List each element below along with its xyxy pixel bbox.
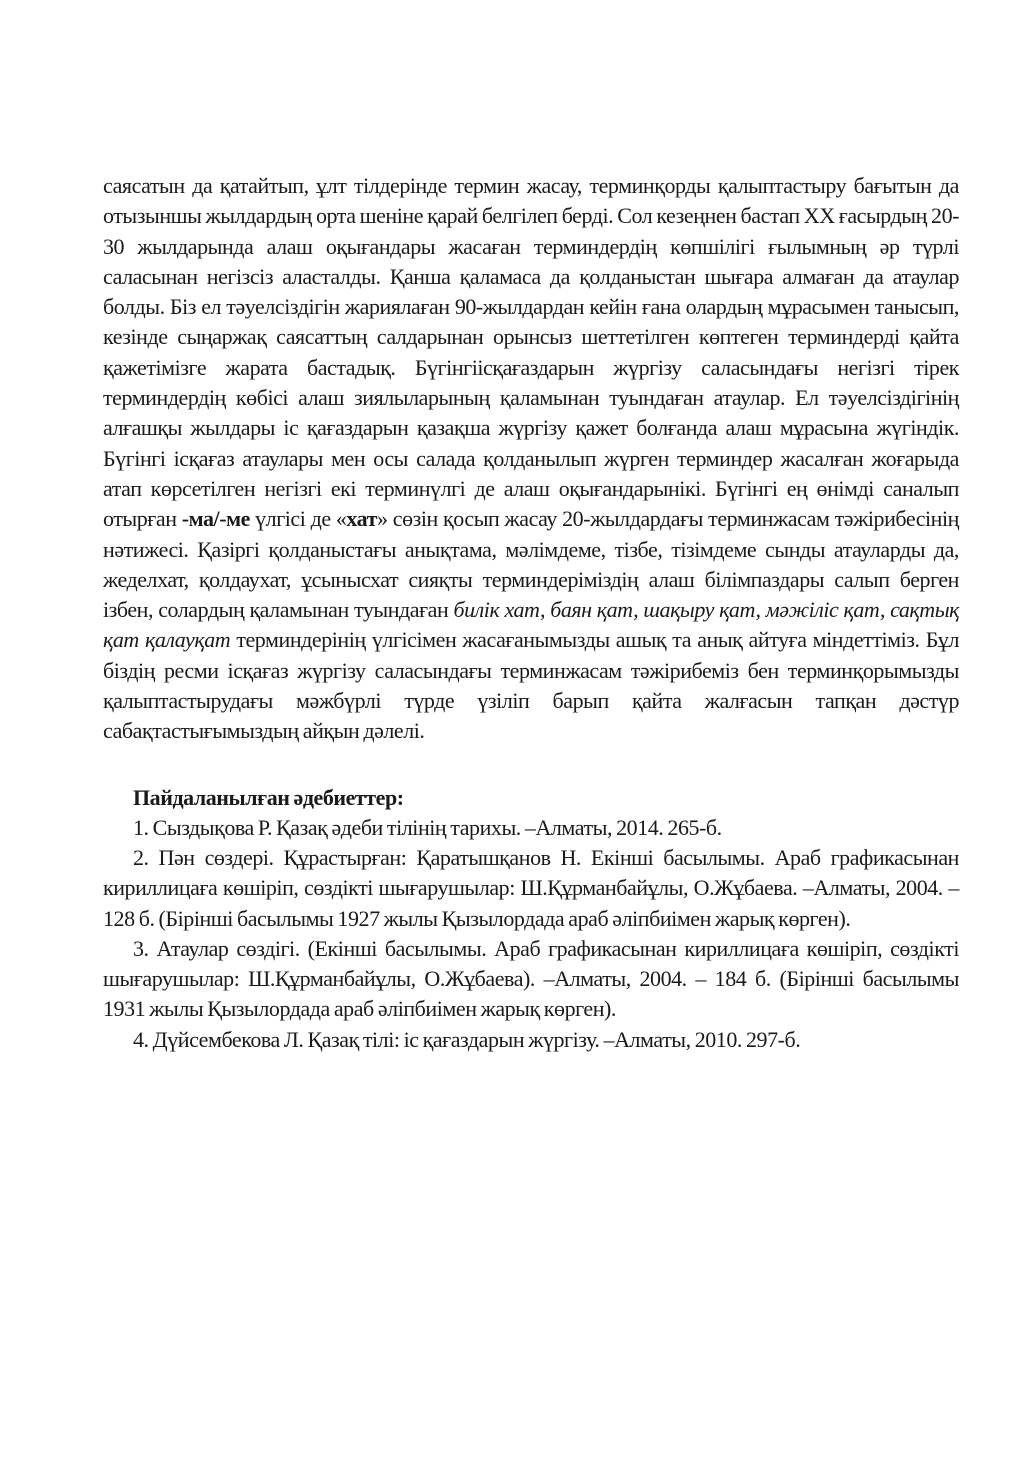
khat-term: хат bbox=[346, 506, 378, 532]
document-page bbox=[103, 171, 959, 1055]
body-text-part-4: терминдерінің үлгісімен жасағанымызды ашық та анық айтуға міндеттіміз. Бұл біздің ресми ісқағаз жүргізу саласындағы терминжасам тәжірибеміз бен терминқорымызды қалыптастырудағы мәжбүрлі түрде үзіліп барып қайта жалғасын тапқан дәстүр сабақтастығымыздың айқын дәлелі. bbox=[103, 627, 959, 744]
references-heading: Пайдаланылған әдебиеттер: bbox=[133, 784, 404, 810]
reference-item: 1. Сыздықова Р. Қазақ әдеби тілінің тарихы. –Алматы, 2014. 265-б. bbox=[133, 814, 722, 840]
suffix-term: -ма/-ме bbox=[181, 506, 250, 532]
references-section bbox=[103, 783, 959, 1055]
reference-item: 2. Пән сөздері. Құрастырған: Қаратышқанов Н. Екінші басылымы. Араб графикасынан кириллицаға көшіріп, сөздікті шығарушылар: Ш.Құрманбайұлы, О.Жұбаева. –Алматы, 2004. – 128 б. (Бірінші басылымы 1927 жылы Қызылордада араб әліпбиімен жарық көрген). bbox=[103, 844, 959, 931]
reference-item: 3. Атаулар сөздігі. (Екінші басылымы. Араб графикасынан кириллицаға көшіріп, сөздікті шығарушылар: Ш.Құрманбайұлы, О.Жұбаева). –Алматы, 2004. – 184 б. (Бірінші басылымы 1931 жылы Қызылордада араб әліпбиімен жарық көрген). bbox=[103, 935, 959, 1022]
italic-terms: билік хат, баян қат, шақыру қат, мәжіліс қат, сақтық қат қалауқат bbox=[103, 597, 959, 653]
references-list bbox=[103, 813, 959, 1055]
reference-item: 4. Дүйсембекова Л. Қазақ тілі: іс қағаздарын жүргізу. –Алматы, 2010. 297-б. bbox=[133, 1026, 801, 1052]
body-paragraph bbox=[103, 171, 959, 747]
body-text bbox=[103, 171, 959, 747]
body-text-part-2: үлгісі де « bbox=[249, 506, 347, 532]
body-text-part-3: » сөзін қосып жасау 20-жылдардағы терминжасам тәжірибесінің нәтижесі. Қазіргі қолданыстағы анықтама, мәлімдеме, тізбе, тізімдеме сынды атауларды да, жеделхат, қолдаухат, ұсынысхат сияқты терминдеріміздің алаш білімпаздары салып берген ізбен, солардың қаламынан туындаған bbox=[103, 506, 959, 623]
body-text-part-1: саясатын да қатайтып, ұлт тілдерінде термин жасау, терминқорды қалыптастыру бағытын да отызыншы жылдардың орта шеніне қарай белгілеп берді. Сол кезеңнен бастап ХХ ғасырдың 20-30 жылдарында алаш оқығандары жасаған терминдердің көпшілігі ғылымның әр түрлі саласынан негізсіз аласталды. Қанша қаламаса да қолданыстан шығара алмаған да атаулар болды. Біз ел тәуелсіздігін жариялаған 90-жылдардан кейін ғана олардың мұрасымен танысып, кезінде сыңаржақ саясаттың салдарынан орынсыз шеттетілген көптеген терминдерді қайта қажетімізге жарата бастадық. Бүгінгіісқағаздарын жүргізу саласындағы негізгі тірек терминдердің көбісі алаш зиялыларының қаламынан туындаған атаулар. Ел тәуелсіздігінің алғашқы жылдары іс қағаздарын қазақша жүргізу қажет болғанда алаш мұрасына жүгіндік. Бүгінгі ісқағаз атаулары мен осы салада қолданылып жүрген терминдер жасалған жоғарыда атап көрсетілген негізгі екі терминүлгі де алаш оқығандарынікі. Бүгінгі ең өнімді саналып отырған bbox=[103, 173, 959, 532]
